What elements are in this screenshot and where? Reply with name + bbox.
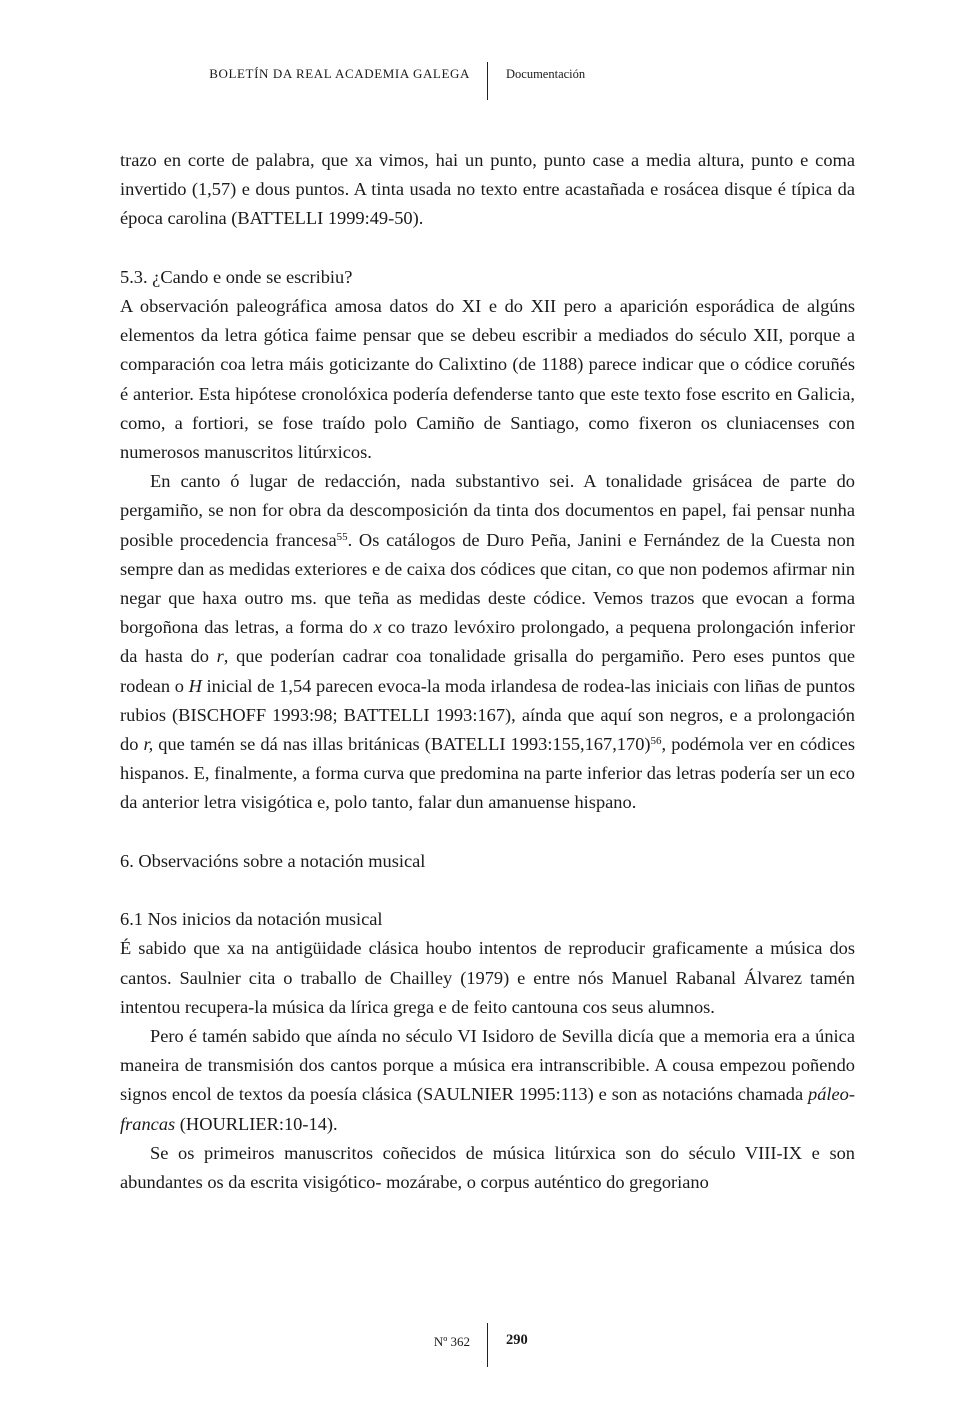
text-run: , que poderían cadrar coa tonalidade grisalla do pergamiño. Pero eses puntos que rodean o xyxy=(120,646,855,696)
italic-term: páleo-francas xyxy=(120,1084,855,1134)
page-footer xyxy=(0,1323,975,1369)
text-run: . Os catálogos de Duro Peña, Janini e Fernández de la Cuesta non sempre dan as medidas exteriores e de caixa dos códices que citan, co que non podemos afirmar nin negar que haxa outro ms. que teña as medidas deste códice. Vemos trazos que evocan a forma borgoñona das letras, a forma do xyxy=(120,529,856,638)
spacer xyxy=(120,876,855,905)
italic-letter: r xyxy=(216,646,224,667)
italic-letter: r, xyxy=(143,734,154,755)
heading-6-1: 6.1 Nos inicios da notación musical xyxy=(120,909,383,930)
heading-6: 6. Observacións sobre a notación musical xyxy=(120,850,426,871)
running-header xyxy=(0,62,975,102)
spacer xyxy=(120,234,855,263)
text-run: inicial de 1,54 parecen evoca-la moda irlandesa de rodea-las iniciais con liñas de puntos rubios (BISCHOFF 1993:98; BATTELLI 1993:167), aínda que aquí son negros, e a prolongación do xyxy=(120,675,855,755)
paragraph: Se os primeiros manuscritos coñecidos de música litúrxica son do século VIII-IX e son abundantes os da escrita visigótico- mozárabe, o corpus auténtico do gregoriano xyxy=(120,1142,855,1193)
text-run: (HOURLIER:10-14). xyxy=(175,1113,338,1134)
body-text xyxy=(120,146,855,1197)
text-run: Pero é tamén sabido que aínda no século VI Isidoro de Sevilla dicía que a memoria era a única maneira de transmisión dos cantos porque a música era intranscribible. A cousa empezou poñendo signos encol de textos da poesía clásica (SAULNIER 1995:113) e son as notacións chamada xyxy=(120,1026,855,1105)
footnote-ref-56[interactable]: 56 xyxy=(650,735,662,748)
heading-5-3: 5.3. ¿Cando e onde se escribiu? xyxy=(120,266,353,287)
text-run: que tamén se dá nas illas británicas (BATELLI 1993:155,167,170) xyxy=(153,734,651,755)
page-number: 290 xyxy=(506,1332,528,1348)
paragraph: É sabido que xa na antigüidade clásica houbo intentos de reproducir graficamente a música dos cantos. Saulnier cita o traballo de Chailley (1979) e entre nós Manuel Rabanal Álvarez tamén intentou recupera-la música da lírica grega e de feito cantouna cos seus alumnos. xyxy=(120,938,855,1017)
paragraph xyxy=(120,467,855,817)
paragraph-continued: trazo en corte de palabra, que xa vimos, hai un punto, punto case a media altura, punto e coma invertido (1,57) e dous puntos. A tinta usada no texto entre acastañada e rosácea disque é típica da época carolina (BATTELLI 1999:49-50). xyxy=(120,150,855,229)
header-divider xyxy=(487,62,488,100)
paragraph xyxy=(120,1022,855,1139)
footer-divider xyxy=(487,1323,488,1367)
text-run: co trazo levóxiro prolongado, a pequena prolongación inferior da hasta do xyxy=(120,617,855,667)
italic-letter: x xyxy=(373,617,382,638)
footnote-ref-55[interactable]: 55 xyxy=(336,530,348,543)
italic-letter: H xyxy=(188,675,202,696)
journal-title: BOLETÍN DA REAL ACADEMIA GALEGA xyxy=(209,66,470,81)
text-run: En canto ó lugar de redacción, nada substantivo sei. A tonalidade grisácea de parte do pergamiño, se non for obra da descomposición da tinta dos documentos en papel, fai pensar nunha posible procedencia francesa xyxy=(120,471,855,550)
paragraph: A observación paleográfica amosa datos do XI e do XII pero a aparición esporádica de algúns elementos da letra gótica faime pensar que se debeu escribir a mediados do século XII, porque a comparación coa letra máis goticizante do Calixtino (de 1188) parece indicar que o códice coruñés é anterior. Esta hipótese cronolóxica podería defenderse tanto que este texto fose escrito en Galicia, como, a fortiori, se fose traído polo Camiño de Santiago, como fixeron os cluniacenses con numerosos manuscritos litúrxicos. xyxy=(120,296,855,463)
text-run: , podémola ver en códices hispanos. E, finalmente, a forma curva que predomina na parte inferior das letras podería ser un eco da anterior letra visigótica e, polo tanto, falar dun amanuense hispano. xyxy=(120,734,855,813)
section-title: Documentación xyxy=(506,67,586,81)
spacer xyxy=(120,818,855,847)
issue-number: Nº 362 xyxy=(433,1334,470,1349)
